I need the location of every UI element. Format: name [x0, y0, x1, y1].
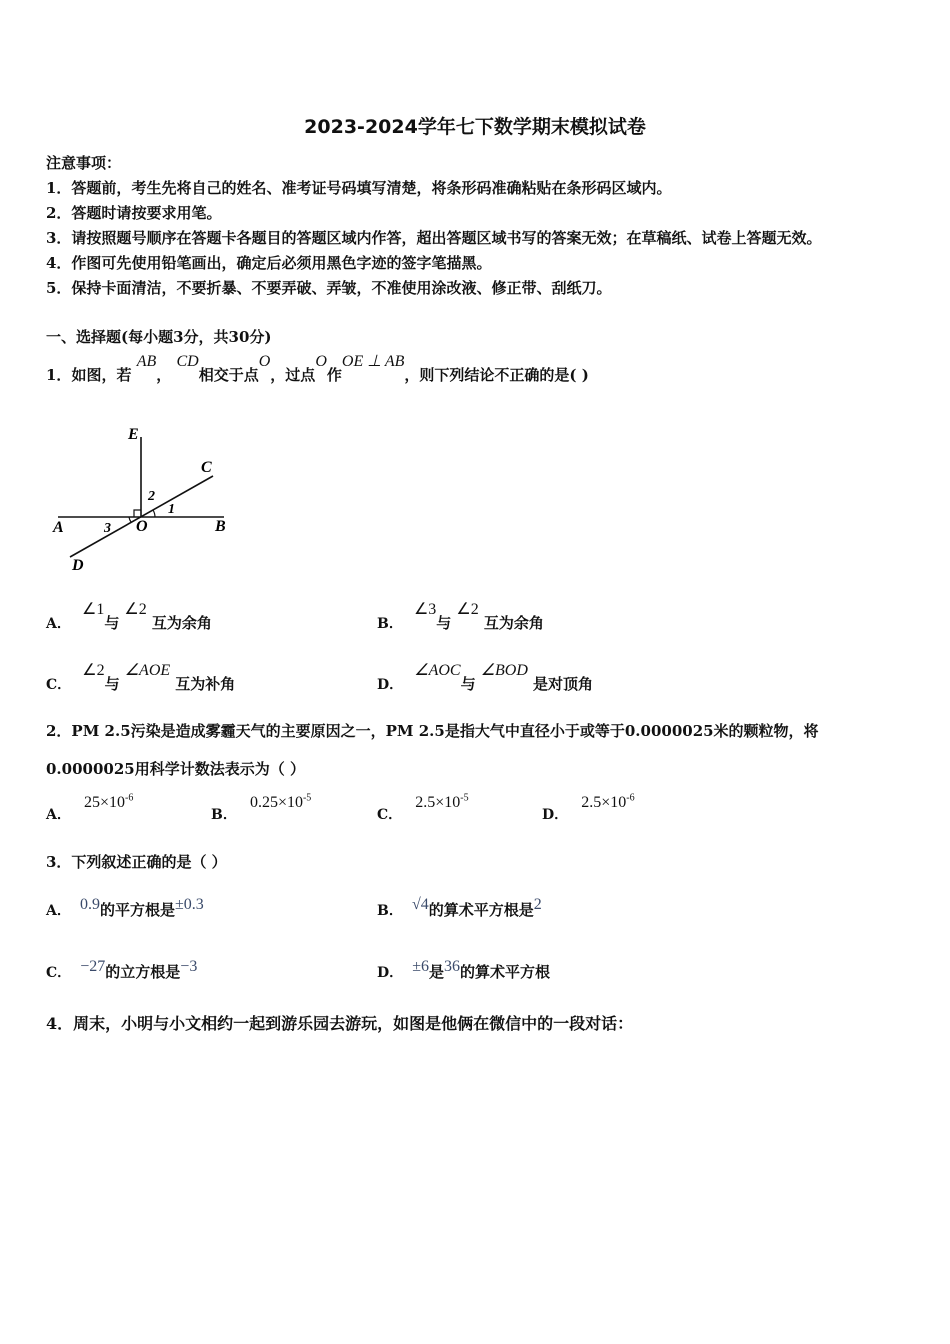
- q3-option-d: [377, 955, 551, 981]
- q1-option-a: [46, 598, 212, 632]
- q1-math-o2: O: [315, 353, 327, 370]
- q1-math-cd: CD: [176, 353, 199, 370]
- option-exponent: -5: [302, 792, 312, 804]
- option-tail: 互为余角: [151, 614, 212, 632]
- q1-option-c: [46, 659, 236, 693]
- q4-stem: 4．周末，小明与小文相约一起到游乐园去游玩，如图是他俩在微信中的一段对话：: [46, 1014, 634, 1033]
- option-math-1: 0.9: [79, 896, 100, 913]
- q3-option-b: [377, 893, 542, 919]
- notice-heading: 注意事项：: [46, 154, 122, 172]
- option-label: A．: [46, 807, 71, 823]
- option-exponent: -6: [125, 792, 134, 804]
- option-text: 的算术平方根是: [428, 901, 534, 919]
- option-mid: 与: [104, 675, 120, 693]
- option-math-2: ∠AOE: [124, 662, 171, 679]
- q1-option-d: [377, 659, 594, 693]
- option-label: C．: [377, 807, 403, 823]
- option-tail: 是对顶角: [533, 675, 594, 693]
- label-angle-2: 2: [148, 489, 155, 504]
- q2-option-c: [377, 792, 469, 823]
- option-label: B．: [377, 616, 403, 632]
- option-base: 2.5×10: [415, 794, 461, 811]
- option-math-1: √4: [411, 896, 429, 913]
- q1-text-2: 相交于点: [198, 366, 259, 384]
- option-math-2: ±0.3: [174, 896, 204, 913]
- option-mid: 与: [460, 675, 476, 693]
- option-base: 2.5×10: [581, 794, 627, 811]
- option-tail: 的算术平方根: [460, 963, 551, 981]
- option-label: D．: [377, 965, 404, 981]
- notice-item-1: 1．答题前，考生先将自己的姓名、准考证号码填写清楚，将条形码准确粘贴在条形码区域内。: [46, 179, 672, 197]
- q1-option-b: [377, 598, 544, 632]
- option-base: 0.25×10: [249, 794, 303, 811]
- option-exponent: -6: [626, 792, 635, 804]
- label-o: O: [136, 518, 148, 535]
- option-tail: 互为补角: [175, 675, 236, 693]
- option-label: B．: [211, 807, 237, 823]
- option-math-2: 2: [533, 896, 542, 913]
- q3-option-c: [46, 955, 198, 981]
- q1-text-1: 如图，若: [71, 366, 132, 384]
- q1-text-3: ，过点: [270, 366, 316, 384]
- q1-math-ab: AB: [136, 353, 157, 370]
- q1-math-o: O: [258, 353, 271, 370]
- option-label: D．: [542, 807, 569, 823]
- option-text: 的立方根是: [105, 963, 181, 981]
- option-math-1: ∠AOC: [414, 662, 461, 679]
- notice-item-5: 5．保持卡面清洁，不要折暴、不要弄破、弄皱，不准使用涂改液、修正带、刮纸刀。: [46, 279, 612, 297]
- label-c: C: [201, 459, 212, 476]
- option-math-2: ∠2: [456, 601, 479, 618]
- q2-option-a: [46, 792, 134, 823]
- option-math-2: −3: [180, 958, 198, 975]
- option-label: C．: [46, 965, 72, 981]
- q1-stem: [46, 350, 589, 390]
- option-math-1: ∠1: [81, 601, 105, 618]
- option-text: 的平方根是: [99, 901, 175, 919]
- notice-item-3: 3．请按照题号顺序在答题卡各题目的答题区域内作答，超出答题区域书写的答案无效；在草稿纸、试卷上答题无效。: [46, 229, 822, 247]
- label-e: E: [128, 426, 139, 443]
- q1-text-4: 作: [326, 366, 342, 384]
- label-angle-1: 1: [168, 502, 175, 517]
- notice-item-2: 2．答题时请按要求用笔。: [46, 204, 222, 222]
- q1-text-5: ，则下列结论不正确的是( ): [404, 366, 589, 384]
- label-d: D: [72, 557, 84, 574]
- q3-stem: 3．下列叙述正确的是（ ）: [46, 853, 227, 871]
- option-math-1: −27: [80, 958, 106, 975]
- q1-math-perp: OE ⊥ AB: [341, 353, 405, 370]
- option-mid: 与: [104, 614, 120, 632]
- label-a: A: [53, 519, 64, 536]
- option-math-2: ∠BOD: [480, 662, 528, 679]
- page-title: 2023-2024学年七下数学期末模拟试卷: [304, 116, 646, 138]
- angle-1-arc: [153, 510, 155, 517]
- option-text: 是: [429, 963, 445, 981]
- q2-option-b: [211, 792, 312, 823]
- q1-comma: ，: [156, 366, 172, 384]
- option-base: 25×10: [83, 794, 125, 811]
- option-label: A．: [46, 903, 71, 919]
- option-exponent: -5: [460, 792, 469, 804]
- option-label: A．: [46, 616, 71, 632]
- q2-line-1: 2．PM 2.5污染是造成雾霾天气的主要原因之一，PM 2.5是指大气中直径小于或等于0.0000025米的颗粒物，将: [46, 722, 819, 740]
- option-mid: 与: [436, 614, 452, 632]
- notice-item-4: 4．作图可先使用铅笔画出，确定后必须用黑色字迹的签字笔描黑。: [46, 254, 492, 272]
- option-math-1: ±6: [412, 958, 430, 975]
- right-angle-mark: [134, 510, 141, 517]
- q2-line-2: 0.0000025用科学计数法表示为（ ）: [46, 760, 305, 778]
- option-label: B．: [377, 903, 403, 919]
- option-tail: 互为余角: [483, 614, 544, 632]
- option-math-1: ∠3: [413, 601, 437, 618]
- option-math-2: 36: [444, 958, 461, 975]
- option-label: C．: [46, 677, 72, 693]
- q2-option-d: [542, 792, 635, 823]
- label-angle-3: 3: [104, 521, 111, 536]
- option-label: D．: [377, 677, 404, 693]
- q3-option-a: [46, 893, 204, 919]
- label-b: B: [215, 518, 226, 535]
- q1-num: 1．: [46, 366, 72, 384]
- option-math-1: ∠2: [82, 662, 105, 679]
- section-heading: 一、选择题(每小题3分，共30分): [46, 328, 272, 346]
- q1-figure: [48, 420, 238, 580]
- option-math-2: ∠2: [124, 601, 147, 618]
